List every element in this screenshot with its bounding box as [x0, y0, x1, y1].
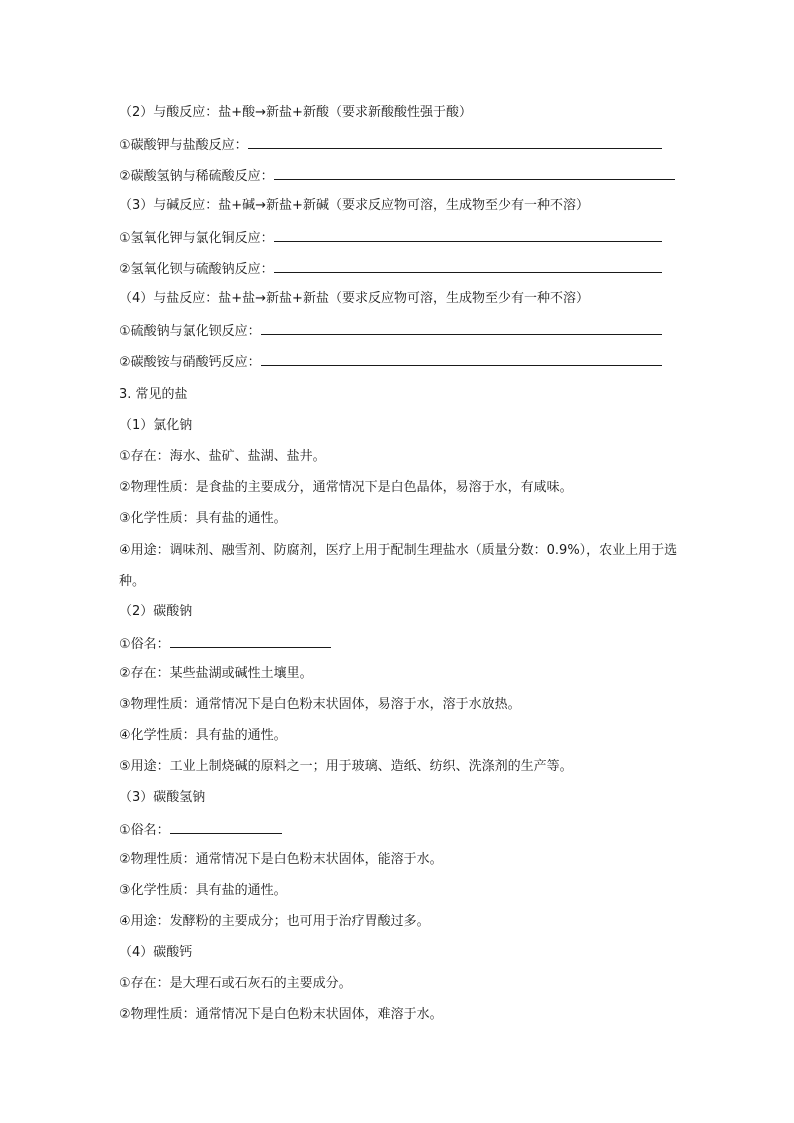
- section-heading: 3. 常见的盐: [119, 387, 188, 402]
- text-line: ④化学性质：具有盐的通性。: [119, 728, 287, 743]
- question-line: ①俗名：: [119, 819, 679, 841]
- text-line: ①存在：是大理石或石灰石的主要成分。: [119, 976, 352, 991]
- answer-blank[interactable]: [274, 165, 675, 180]
- answer-blank[interactable]: [274, 227, 662, 242]
- text-line: ④用途：发酵粉的主要成分；也可用于治疗胃酸过多。: [119, 914, 430, 929]
- text-line: ②物理性质：是食盐的主要成分，通常情况下是白色晶体，易溶于水，有咸味。: [119, 480, 573, 495]
- question-line: ②氢氧化钡与硫酸钠反应：: [119, 258, 679, 280]
- question-line: ②碳酸氢钠与稀硫酸反应：: [119, 165, 679, 187]
- answer-blank[interactable]: [274, 258, 662, 273]
- question-line: ①碳酸钾与盐酸反应：: [119, 134, 679, 156]
- answer-blank[interactable]: [248, 134, 662, 149]
- text-line: ②存在：某些盐湖或碱性土壤里。: [119, 666, 313, 681]
- answer-blank[interactable]: [170, 819, 282, 834]
- subsection-heading: （3）与碱反应：盐+碱→新盐+新碱（要求反应物可溶，生成物至少有一种不溶）: [119, 198, 589, 213]
- subsection-heading: （1）氯化钠: [119, 418, 193, 433]
- question-line: ②碳酸铵与硝酸钙反应：: [119, 351, 679, 373]
- text-line: ③化学性质：具有盐的通性。: [119, 511, 287, 526]
- subsection-heading: （4）与盐反应：盐+盐→新盐+新盐（要求反应物可溶，生成物至少有一种不溶）: [119, 291, 589, 306]
- answer-blank[interactable]: [261, 351, 662, 366]
- question-line: ①氢氧化钾与氯化铜反应：: [119, 227, 679, 249]
- question-line: ①俗名：: [119, 633, 679, 655]
- question-line: ①硫酸钠与氯化钡反应：: [119, 320, 679, 342]
- text-paragraph: ④用途：调味剂、融雪剂、防腐剂，医疗上用于配制生理盐水（质量分数：0.9%），农业上用于选种。: [119, 543, 678, 589]
- text-line: ①存在：海水、盐矿、盐湖、盐井。: [119, 449, 326, 464]
- text-line: ⑤用途：工业上制烧碱的原料之一；用于玻璃、造纸、纺织、洗涤剂的生产等。: [119, 759, 573, 774]
- subsection-heading: （3）碳酸氢钠: [119, 790, 206, 805]
- subsection-heading: （2）碳酸钠: [119, 604, 193, 619]
- subsection-heading: （2）与酸反应：盐+酸→新盐+新酸（要求新酸酸性强于酸）: [119, 105, 472, 120]
- text-line: ③化学性质：具有盐的通性。: [119, 883, 287, 898]
- answer-blank[interactable]: [170, 633, 331, 648]
- answer-blank[interactable]: [261, 320, 662, 335]
- text-line: ③物理性质：通常情况下是白色粉末状固体，易溶于水，溶于水放热。: [119, 697, 521, 712]
- text-line: ②物理性质：通常情况下是白色粉末状固体，能溶于水。: [119, 852, 443, 867]
- subsection-heading: （4）碳酸钙: [119, 945, 193, 960]
- text-line: ②物理性质：通常情况下是白色粉末状固体，难溶于水。: [119, 1007, 443, 1022]
